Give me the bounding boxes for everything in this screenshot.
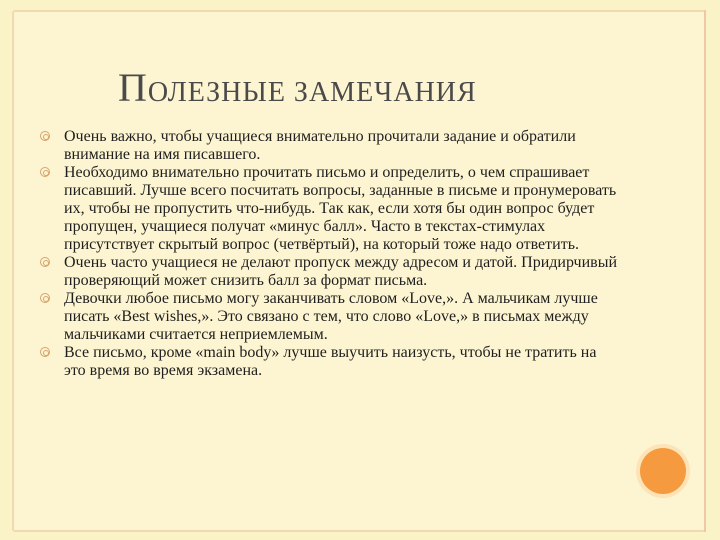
slide-edge-line <box>704 10 706 532</box>
title-first-letter: П <box>118 65 148 110</box>
bullet-icon <box>40 131 50 141</box>
decorative-circle-icon <box>640 448 686 494</box>
list-item-text: Очень часто учащиеся не делают пропуск между адресом и датой. Придирчивый проверяющий может снизить балл за формат письма. <box>64 254 618 289</box>
bullet-icon <box>40 293 50 303</box>
list-item <box>40 344 620 380</box>
list-item <box>40 290 620 344</box>
list-item-text: Необходимо внимательно прочитать письмо и определить, о чем спрашивает писавший. Лучше всего посчитать вопросы, заданные в письме и пронумеровать их, чтобы не пропустить что-нибудь. Так как, если хотя бы один вопрос будет пропущен, учащиеся получат «минус балл». Часто в текстах-стимулах присутствует скрытый вопрос (четвёртый), на который тоже надо ответить. <box>64 164 617 253</box>
title-rest: ОЛЕЗНЫЕ ЗАМЕЧАНИЯ <box>147 77 477 108</box>
bullet-list <box>40 128 620 380</box>
bullet-icon <box>40 167 50 177</box>
bullet-icon <box>40 257 50 267</box>
list-item-text: Очень важно, чтобы учащиеся внимательно прочитали задание и обратили внимание на имя писавшего. <box>64 128 576 163</box>
slide-title <box>118 64 477 111</box>
list-item-text: Все письмо, кроме «main body» лучше выучить наизусть, чтобы не тратить на это время во время экзамена. <box>64 344 597 379</box>
list-item-text: Девочки любое письмо могу заканчивать словом «Love,». А мальчикам лучше писать «Best wishes,». Это связано с тем, что слово «Love,» в письмах между мальчиками считается неприемлемым. <box>64 290 598 343</box>
list-item <box>40 164 620 254</box>
list-item <box>40 128 620 164</box>
bullet-icon <box>40 347 50 357</box>
list-item <box>40 254 620 290</box>
